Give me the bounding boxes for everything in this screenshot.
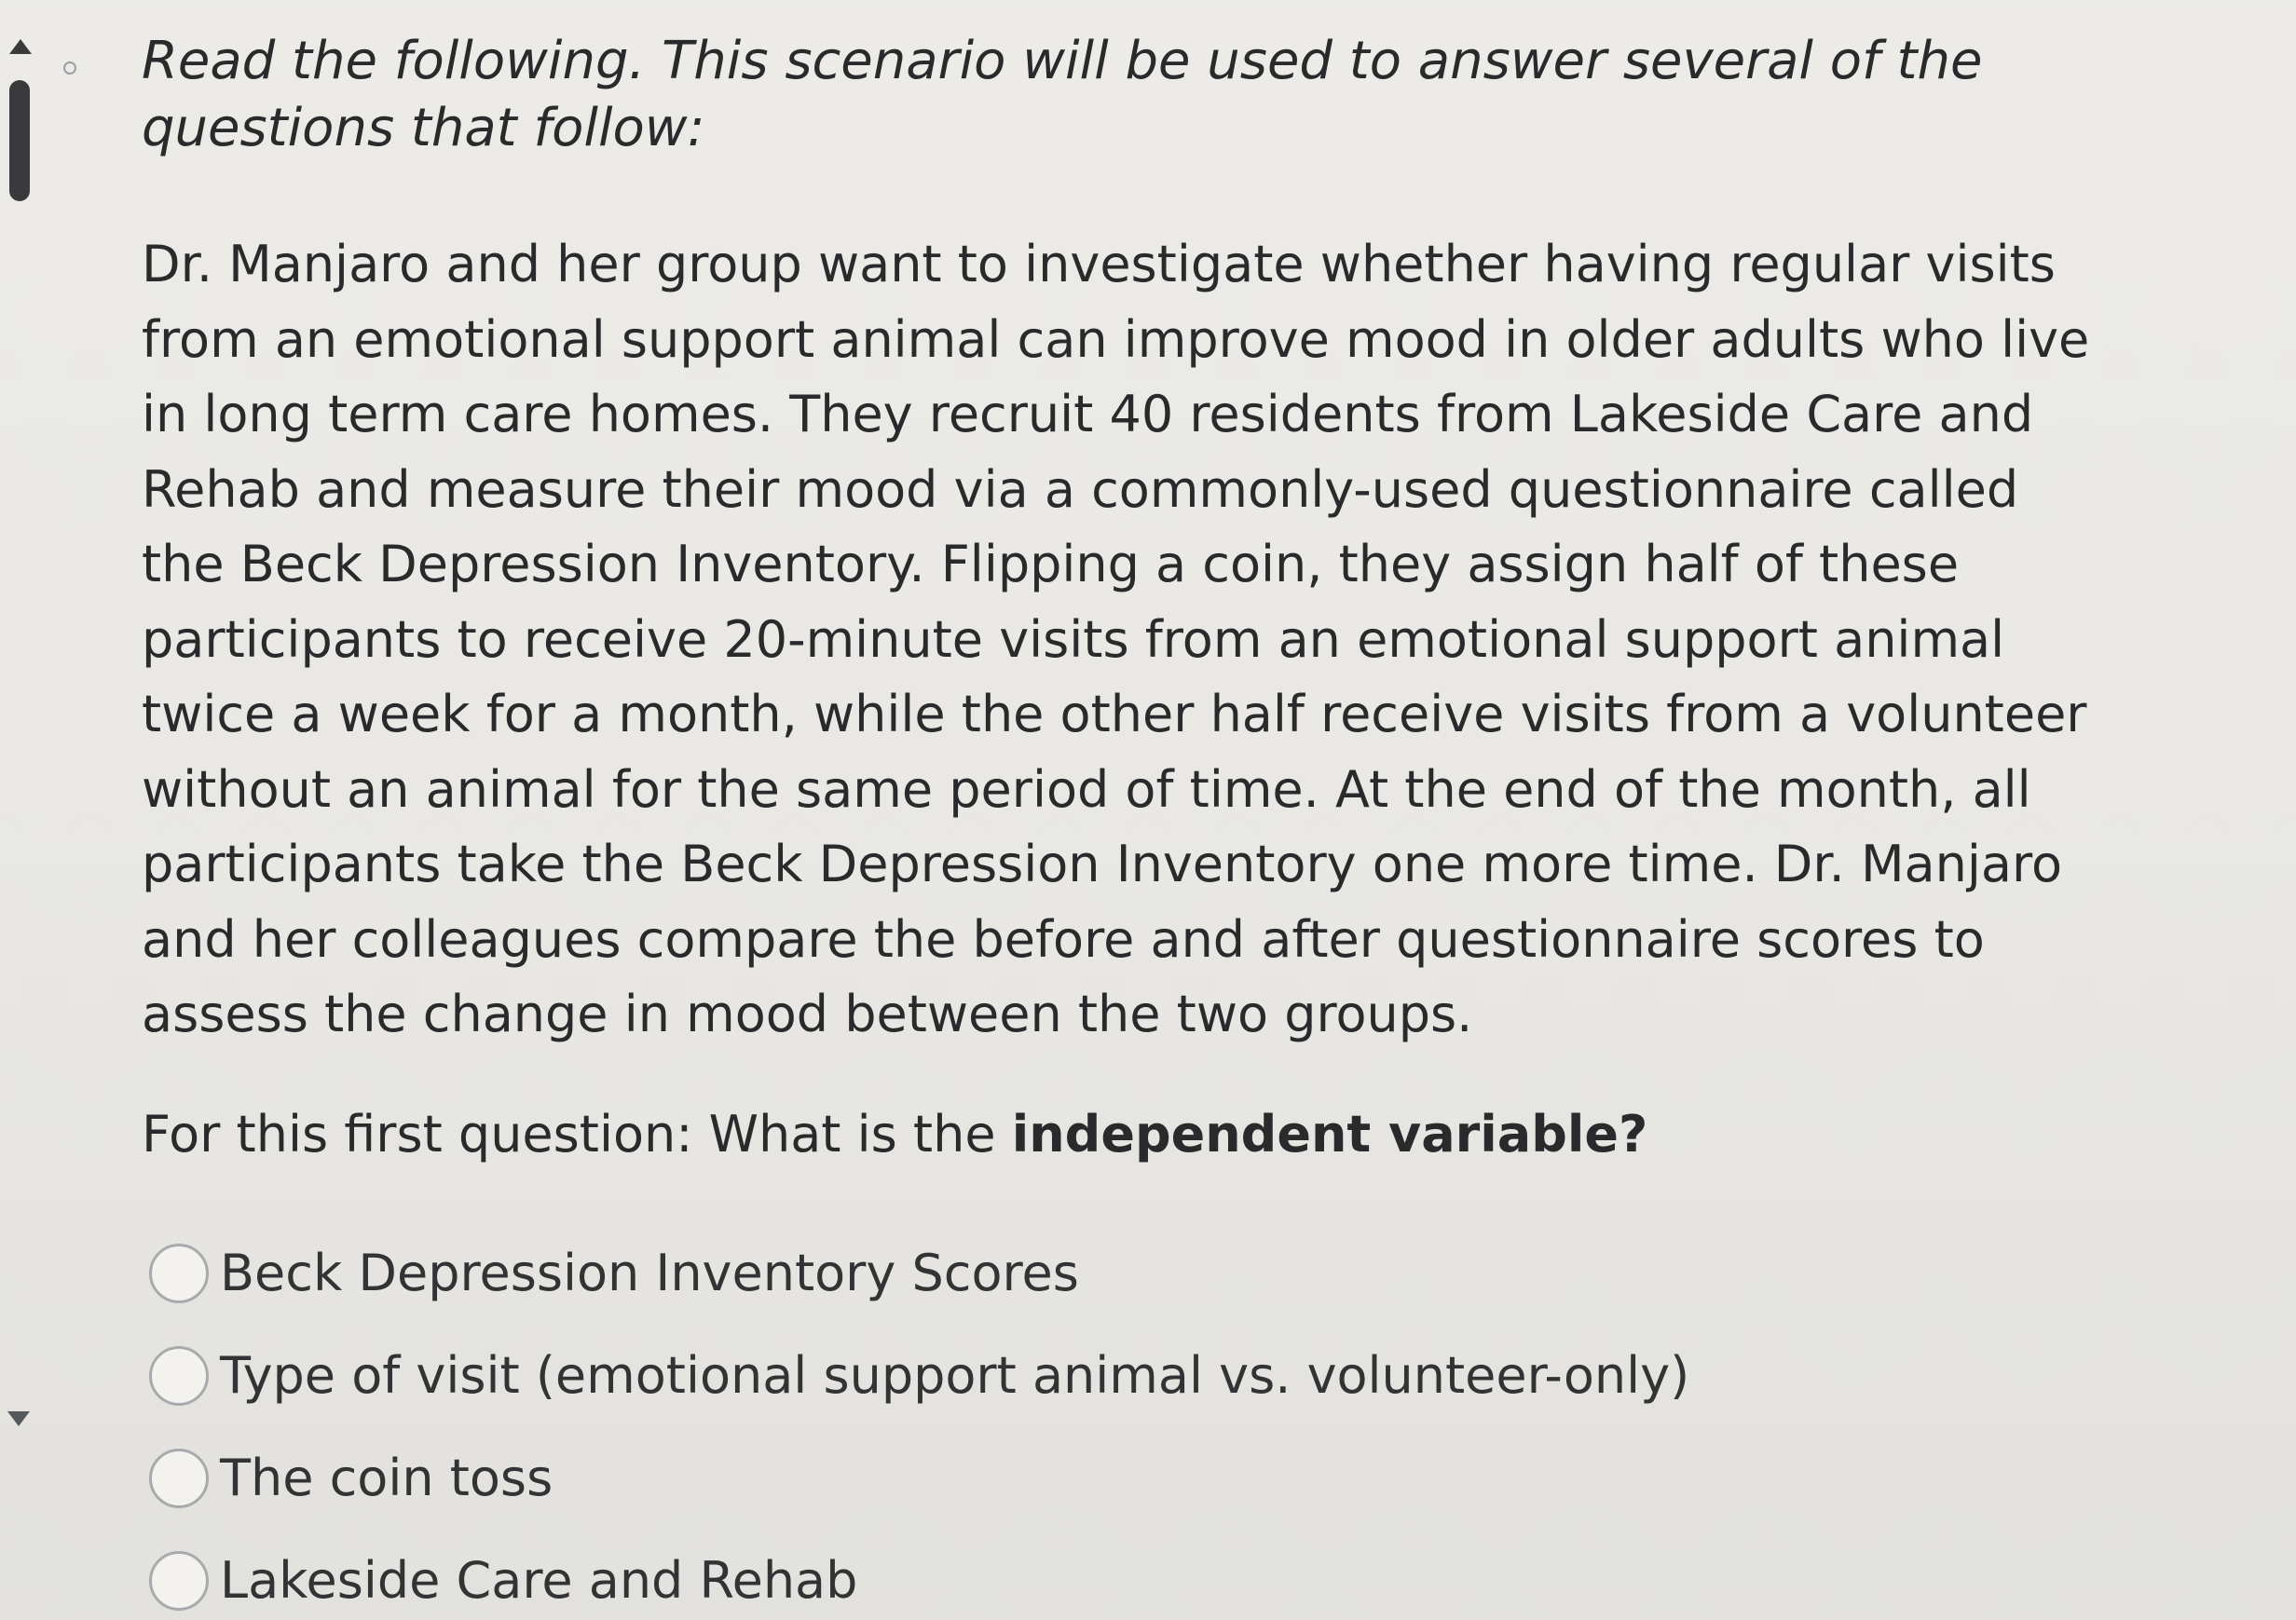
question-prompt [142,1101,2126,1168]
scroll-thumb[interactable] [9,80,30,201]
answer-option-label[interactable]: Type of visit (emotional support animal vs. volunteer-only) [220,1345,1690,1405]
scrollbar[interactable] [0,28,37,1481]
collapse-icon[interactable] [61,59,79,77]
answer-option-label[interactable]: The coin toss [220,1448,554,1507]
question-content [142,28,2126,1620]
radio-button[interactable] [149,1551,209,1611]
scroll-down-icon[interactable] [7,1411,30,1426]
answer-option[interactable] [142,1427,2126,1530]
radio-button[interactable] [149,1449,209,1508]
question-emphasis: independent variable? [1011,1104,1648,1164]
question-prefix: For this first question: What is the [142,1104,1012,1164]
answer-option[interactable] [142,1222,2126,1325]
answer-options [142,1222,2126,1620]
answer-option-label[interactable]: Beck Depression Inventory Scores [220,1243,1079,1302]
answer-option[interactable] [142,1325,2126,1427]
answer-option[interactable] [142,1530,2126,1620]
answer-option-label[interactable]: Lakeside Care and Rehab [220,1550,858,1610]
radio-button[interactable] [149,1244,209,1303]
scenario-intro: Read the following. This scenario will be used to answer several of the questions that follow: [142,31,1983,158]
radio-button[interactable] [149,1346,209,1406]
scenario-text: Dr. Manjaro and her group want to investigate whether having regular visits from an emotional support animal can improve mood in older adults who live in long term care homes. They recruit 40 residents from Lakeside Care and Rehab and measure their mood via a commonly-used questionnaire called the Beck Depression Inventory. Flipping a coin, they assign half of these participants to receive 20-minute visits from an emotional support animal twice a week for a month, while the other half receive visits from a volunteer without an animal for the same period of time. At the end of the month, all participants take the Beck Depression Inventory one more time. Dr. Manjaro and her colleagues compare the before and after questionnaire scores to assess the change in mood between the two groups. [142,235,2090,1043]
scroll-up-icon[interactable] [9,39,32,54]
